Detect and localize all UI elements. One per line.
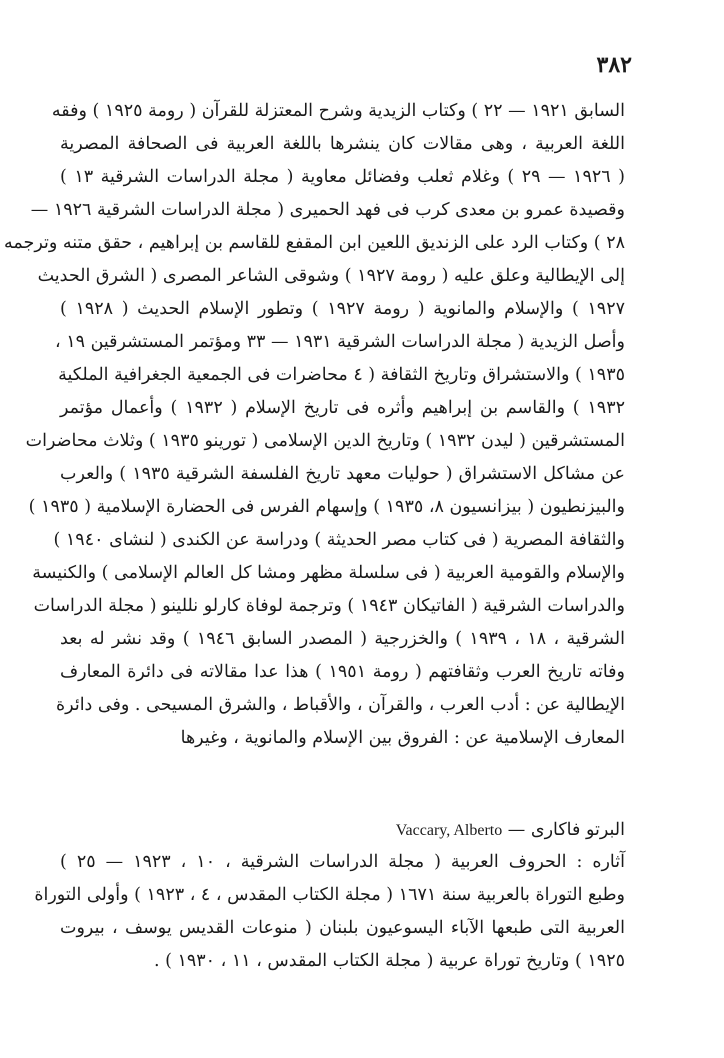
text-line: وأصل الزيدية ( مجلة الدراسات الشرقية ١٩٣١ — ٣٣ ومؤتمر المستشرقين ١٩ ، <box>54 332 625 352</box>
text-line: العربية التى طبعها الآباء اليسوعيون بلبنان ( منوعات القديس يوسف ، بيروت <box>60 918 625 938</box>
text-line: المعارف الإسلامية عن : الفروق بين الإسلام والمانوية ، وغيرها <box>180 728 625 748</box>
text-line: والدراسات الشرقية ( الفاتيكان ١٩٤٣ ) وترجمة لوفاة كارلو نللينو ( مجلة الدراسات <box>33 596 625 616</box>
text-line: والثقافة المصرية ( فى كتاب مصر الحديثة ) ودراسة عن الكندى ( لنشاى ١٩٤٠ ) <box>53 530 625 550</box>
entry-name-latin: Vaccary, Alberto <box>395 822 503 839</box>
entry-body <box>34 846 625 978</box>
text-line: الشرقية ، ١٨ ، ١٩٣٩ ) والخزرجية ( المصدر السابق ١٩٤٦ ) وقد نشر له بعد <box>60 629 625 649</box>
text-line: ١٩٣٢ ) والقاسم بن إبراهيم وأثره فى تاريخ الإسلام ( ١٩٣٢ ) وأعمال مؤتمر <box>60 398 625 418</box>
text-line: وقصيدة عمرو بن معدى كرب فى فهد الحميرى ( مجلة الدراسات الشرقية ١٩٢٦ — <box>30 200 625 220</box>
page-number: ٣٨٢ <box>596 52 632 78</box>
text-line: ١٩٢٥ ) وتاريخ توراة عربية ( مجلة الكتاب المقدس ، ١١ ، ١٩٣٠ ) . <box>153 951 625 971</box>
text-line: ١٩٢٧ ) والإسلام والمانوية ( رومة ١٩٢٧ ) وتطور الإسلام الحديث ( ١٩٢٨ ) <box>60 299 626 319</box>
text-line: الإيطالية عن : أدب العرب ، والقرآن ، والأقباط ، والشرق المسيحى . وفى دائرة <box>56 695 625 715</box>
text-line: اللغة العربية ، وهى مقالات كان ينشرها باللغة العربية فى الصحافة المصرية <box>60 134 625 154</box>
text-line: ( ١٩٢٦ — ٢٩ ) وغلام ثعلب وفضائل معاوية ( مجلة الدراسات الشرقية ١٣ ) <box>60 167 625 187</box>
text-line: وطبع التوراة بالعربية سنة ١٦٧١ ( مجلة الكتاب المقدس ، ٤ ، ١٩٢٣ ) وأولى التوراة <box>34 885 625 905</box>
paragraph-continuation <box>4 95 626 755</box>
text-line: السابق ١٩٢١ — ٢٢ ) وكتاب الزيدية وشرح المعتزلة للقرآن ( رومة ١٩٢٥ ) وفقه <box>51 101 625 121</box>
text-line: والبيزنطيون ( بيزانسيون ٨، ١٩٣٥ ) وإسهام الفرس فى الحضارة الإسلامية ( ١٩٣٥ ) <box>28 497 625 517</box>
text-line: ٢٨ ) وكتاب الرد على الزنديق اللعين ابن المقفع للقاسم بن إبراهيم ، حقق متنه وترجمه <box>4 233 625 253</box>
text-line: ١٩٣٥ ) والاستشراق وتاريخ الثقافة ( ٤ محاضرات فى الجمعية الجغرافية الملكية <box>58 365 625 385</box>
text-line: عن مشاكل الاستشراق ( حوليات معهد تاريخ الفلسفة الشرقية ١٩٣٥ ) والعرب <box>60 464 625 484</box>
text-line: والإسلام والقومية العربية ( فى سلسلة مظهر ومشا كل العالم الإسلامى ) والكنيسة <box>32 563 625 583</box>
text-line: المستشرقين ( ليدن ١٩٣٢ ) وتاريخ الدين الإسلامى ( تورينو ١٩٣٥ ) وثلاث محاضرات <box>25 431 625 451</box>
text-line: إلى الإيطالية وعلق عليه ( رومة ١٩٢٧ ) وشوقى الشاعر المصرى ( الشرق الحديث <box>37 266 625 286</box>
text-line: آثاره : الحروف العربية ( مجلة الدراسات الشرقية ، ١٠ ، ١٩٢٣ — ٢٥ ) <box>60 852 625 872</box>
entry-heading <box>60 815 625 845</box>
entry-separator: — <box>507 820 526 840</box>
entry-name-arabic: البرتو فاكارى <box>530 820 625 840</box>
text-line: وفاته تاريخ العرب وثقافتهم ( رومة ١٩٥١ ) هذا عدا مقالاته فى دائرة المعارف <box>60 662 625 682</box>
